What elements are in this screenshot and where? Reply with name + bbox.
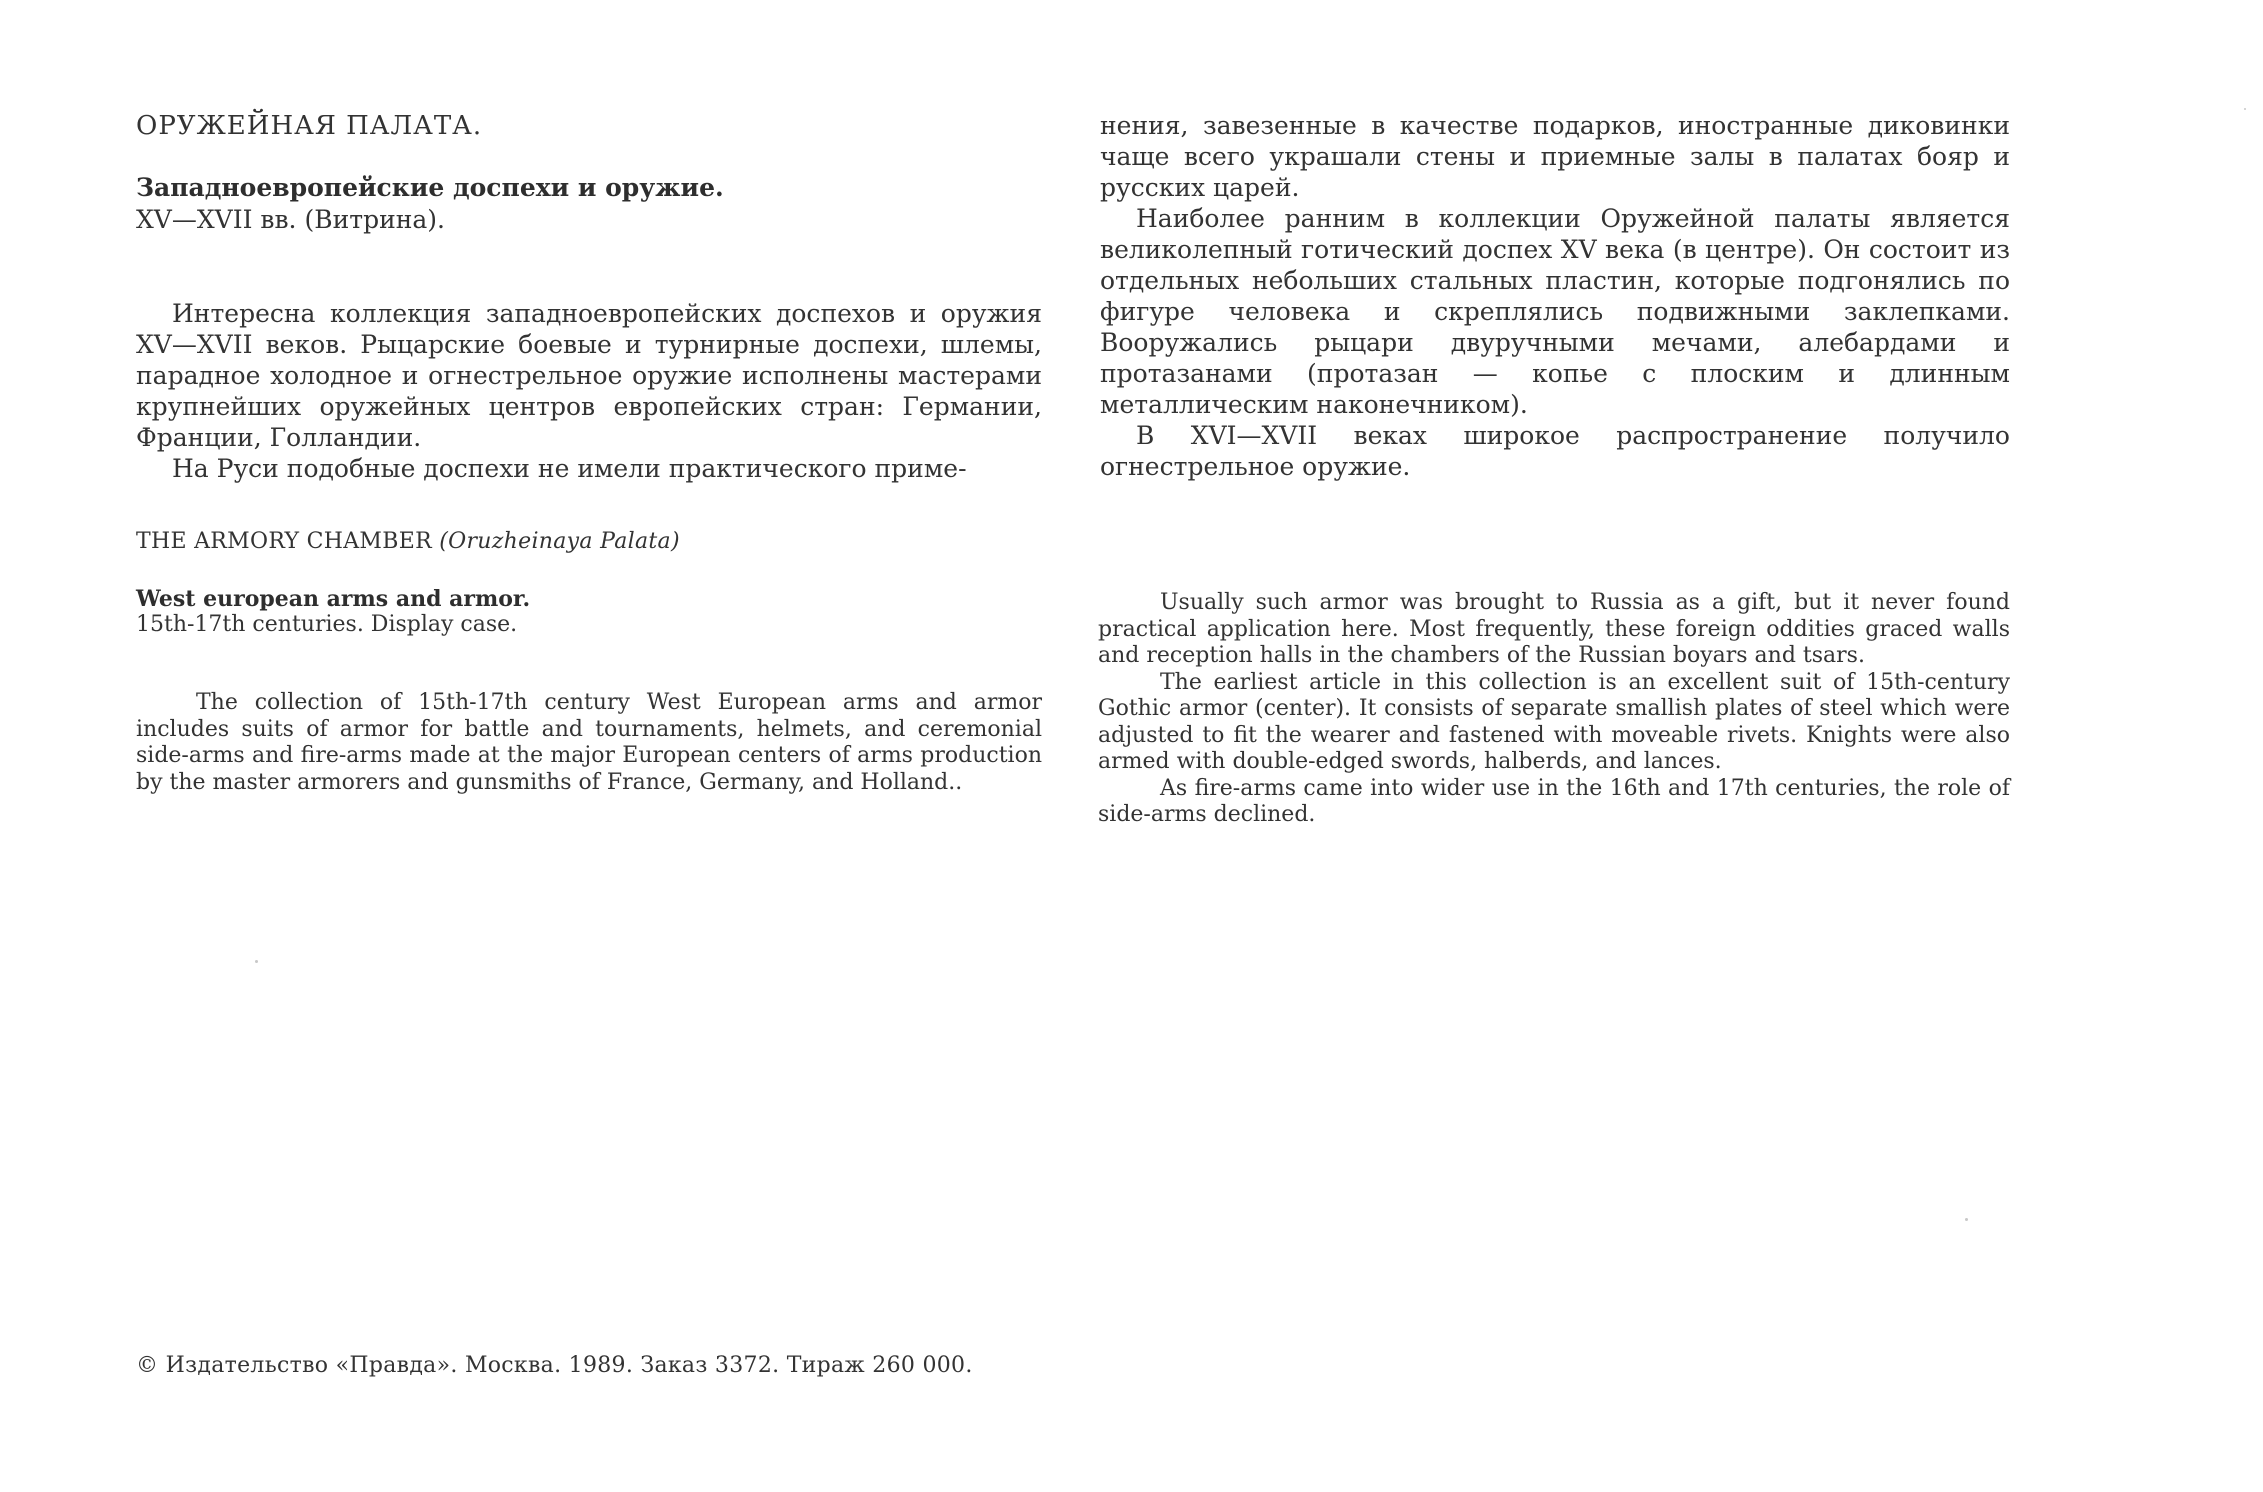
russian-right-column xyxy=(1100,110,2010,482)
russian-period: XV—XVII вв. (Витрина). xyxy=(136,205,445,234)
russian-left-column xyxy=(136,110,1042,484)
english-paragraph: The collection of 15th-17th century West European arms and armor includes suits of armor for battle and tournaments, helmets, and ceremonial side-arms and fire-arms made at the major European centers of arms production by the master armorers and gunsmiths of France, Germany, and Holland.. xyxy=(136,690,1042,795)
english-right-column xyxy=(1098,590,2010,829)
english-title-transliteration: (Oruzheinaya Palata) xyxy=(439,529,680,554)
paper-speck xyxy=(1965,1218,1968,1221)
russian-body-right xyxy=(1100,110,2010,482)
publisher-imprint: © Издательство «Правда». Москва. 1989. Заказ 3372. Тираж 260 000. xyxy=(136,1353,973,1378)
russian-paragraph: Наиболее ранним в коллекции Оружейной палаты является великолепный готический доспех XV века (в центре). Он состоит из отдельных небольших стальных пластин, которые подгонялись по фигуре человека и скреплялись подвижными заклепками. Вооружались рыцари двуручными мечами, алебардами и протазанами (протазан — копье с плоским и длинным металлическим наконечником). xyxy=(1100,204,2010,419)
english-paragraph: As fire-arms came into wider use in the 16th and 17th centuries, the role of side-arms declined. xyxy=(1098,775,2010,827)
english-body-left xyxy=(136,690,1042,796)
english-period: 15th-17th centuries. Display case. xyxy=(136,612,518,637)
russian-paragraph: На Руси подобные доспехи не имели практического приме- xyxy=(172,454,967,483)
russian-paragraph: В XVI—XVII веках широкое распространение получило огнестрельное оружие. xyxy=(1100,421,2010,481)
russian-subtitle: Западноевропейские доспехи и оружие. xyxy=(136,173,724,202)
english-body-right xyxy=(1098,590,2010,829)
english-title xyxy=(136,528,1042,556)
english-left-column xyxy=(136,528,1042,796)
paper-speck xyxy=(2244,108,2246,110)
russian-body-left xyxy=(136,298,1042,484)
english-paragraph: Usually such armor was brought to Russia as a gift, but it never found practical application here. Most frequently, these foreign oddities graced walls and reception halls in the chambers of the Russian boyars and tsars. xyxy=(1098,590,2010,668)
paper-speck xyxy=(255,960,258,963)
russian-paragraph: Интересна коллекция западноевропейских доспехов и оружия XV—XVII веков. Рыцарские боевые и турнирные доспехи, шлемы, парадное холодное и огнестрельное оружие исполнены мастерами крупнейших оружейных центров европейских стран: Германии, Франции, Голландии. xyxy=(136,299,1042,452)
russian-title: ОРУЖЕЙНАЯ ПАЛАТА. xyxy=(136,111,483,141)
english-title-main: THE ARMORY CHAMBER xyxy=(136,529,432,554)
english-subtitle: West european arms and armor. xyxy=(136,586,531,612)
russian-paragraph-continuation: нения, завезенные в качестве подарков, иностранные диковинки чаще всего украшали стены и приемные залы в палатах бояр и русских царей. xyxy=(1100,111,2010,202)
english-paragraph: The earliest article in this collection is an excellent suit of 15th-century Gothic armor (center). It consists of separate smallish plates of steel which were adjusted to fit the wearer and fastened with moveable rivets. Knights were also armed with double-edged swords, halberds, and lances. xyxy=(1098,669,2010,774)
